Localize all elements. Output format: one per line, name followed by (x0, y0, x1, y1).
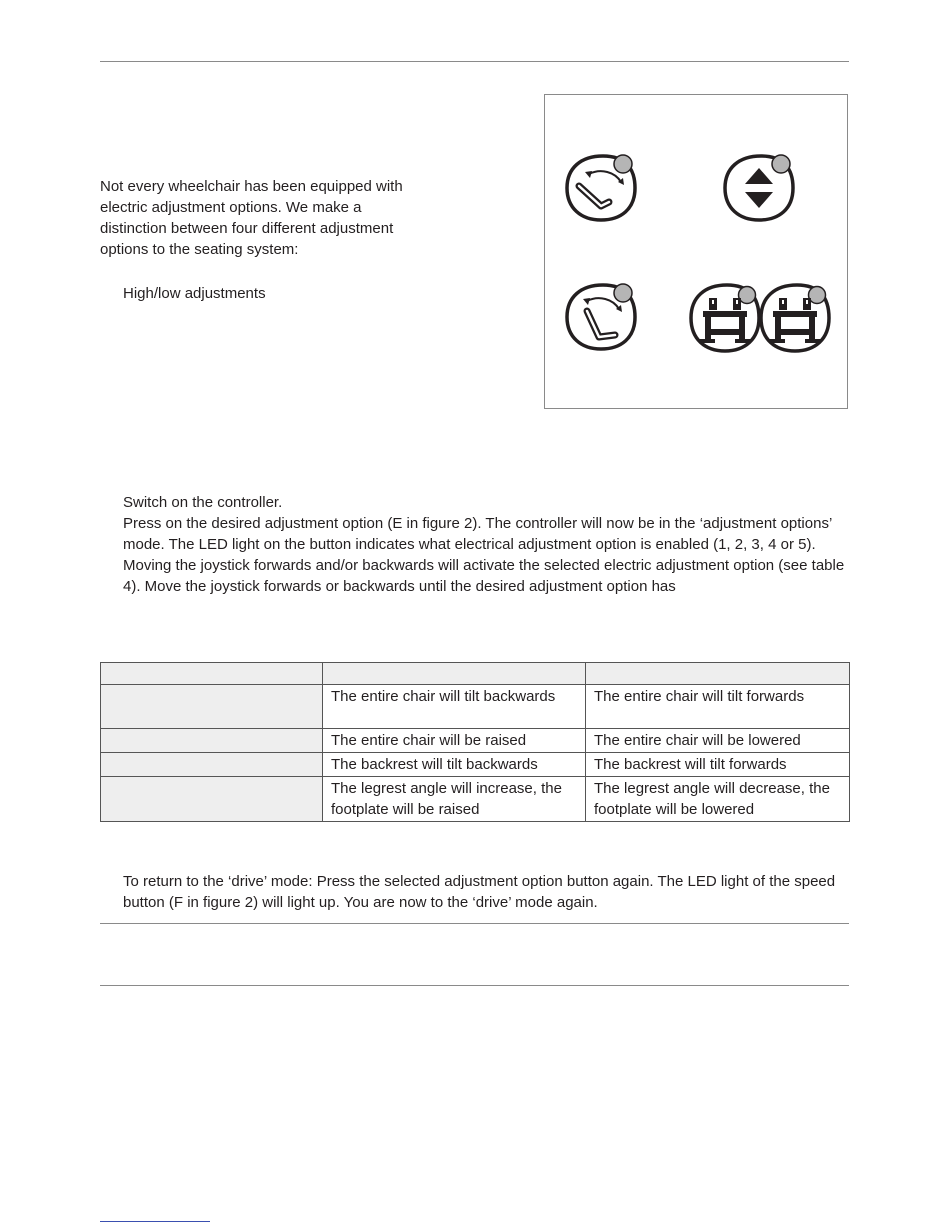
option-high-low: High/low adjustments (123, 285, 266, 302)
forward-cell: The legrest angle will decrease, the footplate will be lowered (586, 777, 850, 822)
adjustment-buttons-figure (544, 94, 848, 409)
legrest-left-icon (687, 281, 763, 355)
row-label (101, 753, 323, 777)
seat-tilt-icon (563, 152, 639, 224)
forward-cell: The entire chair will tilt forwards (586, 685, 850, 729)
legrest-right-icon (757, 281, 833, 355)
seat-height-icon (721, 152, 797, 224)
table-row (101, 753, 850, 777)
instruction-steps (123, 492, 849, 597)
return-to-drive-note: To return to the ‘drive’ mode: Press the selected adjustment option button again. The LED light of the speed button (F in figure 2) will light up. You are now to the ‘drive’ mode again. (123, 873, 836, 911)
header-cell (323, 663, 586, 685)
adjustment-table (100, 662, 850, 822)
table-row (101, 685, 850, 729)
top-rule (100, 61, 849, 62)
forward-cell: The backrest will tilt forwards (586, 753, 850, 777)
step-3: Moving the joystick forwards and/or backwards will activate the selected electric adjustment option (see table 4). Move the joystick forwards or backwards until the desired adjustment option has (123, 557, 845, 595)
table-row (101, 777, 850, 822)
row-label (101, 729, 323, 753)
backward-cell: The backrest will tilt backwards (323, 753, 586, 777)
backward-cell: The entire chair will be raised (323, 729, 586, 753)
table-header-row (101, 663, 850, 685)
intro-paragraph: Not every wheelchair has been equipped with electric adjustment options. We make a distinction between four different adjustment options to the seating system: (100, 178, 403, 258)
header-cell (586, 663, 850, 685)
row-label (101, 777, 323, 822)
backward-cell: The legrest angle will increase, the footplate will be raised (323, 777, 586, 822)
forward-cell: The entire chair will be lowered (586, 729, 850, 753)
footnote-rule (100, 1221, 210, 1222)
section-rule (100, 923, 849, 924)
step-2: Press on the desired adjustment option (E in figure 2). The controller will now be in the ‘adjustment options’ mode. The LED light on the button indicates what electrical adjustment option is enabled (1, 2, 3, 4 or 5). (123, 515, 832, 553)
bottom-rule (100, 985, 849, 986)
table-row (101, 729, 850, 753)
row-label (101, 685, 323, 729)
backrest-recline-icon (563, 281, 639, 353)
backward-cell: The entire chair will tilt backwards (323, 685, 586, 729)
header-cell (101, 663, 323, 685)
step-1: Switch on the controller. (123, 494, 283, 511)
